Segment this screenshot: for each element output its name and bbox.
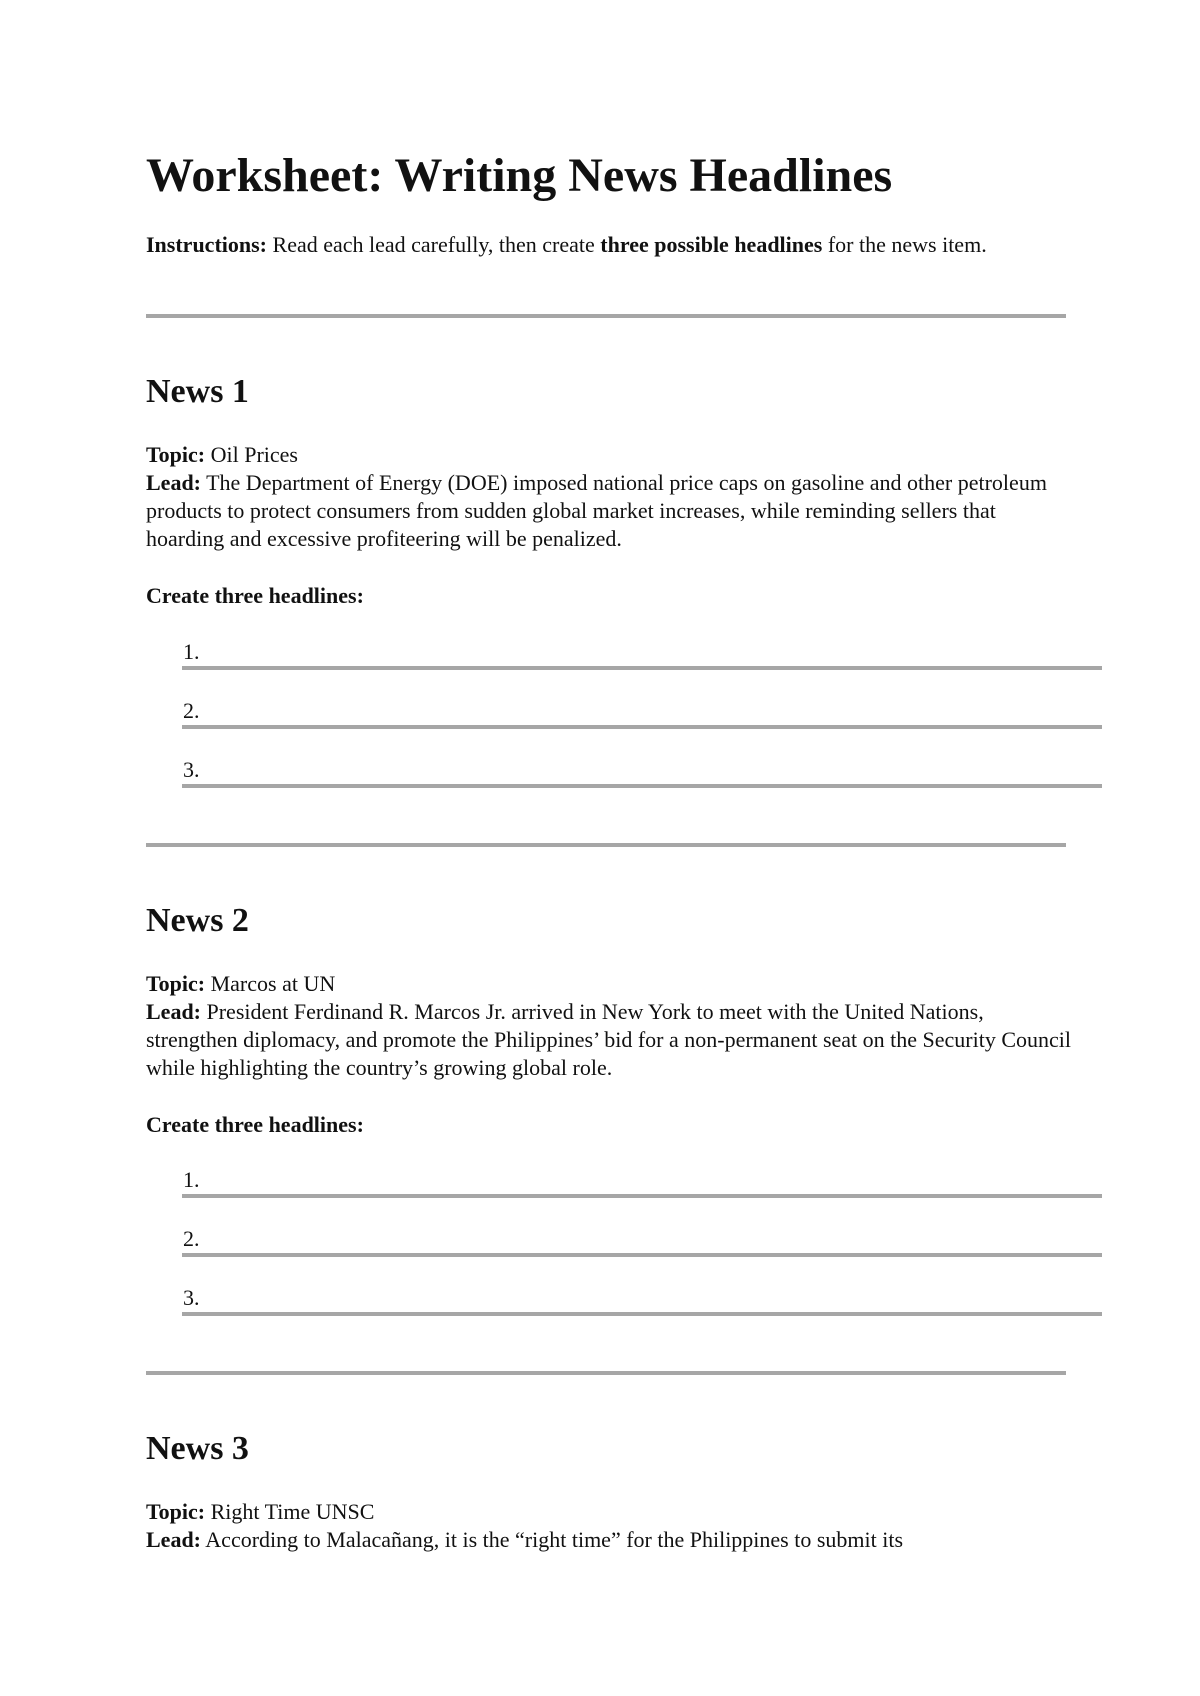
news-2-lead: President Ferdinand R. Marcos Jr. arrived in New York to meet with the United Nations, strengthen diplomacy, and promote the Philippines’ bid for a non-permanent seat on the Security Council while highlighting the country’s growing global role. <box>146 999 1071 1080</box>
answer-number: 1. <box>183 1167 200 1192</box>
news-3-topic: Right Time UNSC <box>205 1499 375 1524</box>
news-2-topic-label: Topic: <box>146 971 206 996</box>
news-3-lead-row <box>146 1526 1076 1554</box>
answer-number: 2. <box>183 698 200 723</box>
news-1-topic: Oil Prices <box>205 442 298 467</box>
news-2-details <box>146 970 1076 1082</box>
news-2-topic-row <box>146 970 1076 998</box>
news-1-answer-line-1[interactable] <box>182 636 1102 670</box>
news-1-title: News 1 <box>146 373 249 410</box>
news-2-answer-line-3[interactable] <box>182 1282 1102 1316</box>
news-2-answer-line-1[interactable] <box>182 1164 1102 1198</box>
news-3-topic-row <box>146 1498 1076 1526</box>
section-divider <box>146 314 1066 318</box>
instructions-label: Instructions: <box>146 232 268 257</box>
page-title: Worksheet: Writing News Headlines <box>146 149 893 202</box>
instructions <box>146 231 1046 259</box>
news-2-lead-label: Lead: <box>146 999 201 1024</box>
news-3-details <box>146 1498 1076 1554</box>
news-1-answer-line-3[interactable] <box>182 754 1102 788</box>
news-1-topic-row <box>146 441 1076 469</box>
answer-number: 3. <box>183 757 200 782</box>
instructions-text-before: Read each lead carefully, then create <box>267 232 601 257</box>
news-1-create-label: Create three headlines: <box>146 583 364 608</box>
news-2-answer-line-2[interactable] <box>182 1223 1102 1257</box>
news-3-topic-label: Topic: <box>146 1499 206 1524</box>
news-1-topic-label: Topic: <box>146 442 206 467</box>
answer-number: 1. <box>183 639 200 664</box>
news-2-title: News 2 <box>146 902 249 939</box>
news-1-details <box>146 441 1076 553</box>
instructions-emphasis: three possible headlines <box>600 232 823 257</box>
news-3-lead-label: Lead: <box>146 1527 201 1552</box>
news-2-lead-row <box>146 998 1076 1082</box>
news-2-create-label: Create three headlines: <box>146 1112 364 1137</box>
news-1-answer-line-2[interactable] <box>182 695 1102 729</box>
section-divider <box>146 1371 1066 1375</box>
news-1-lead-row <box>146 469 1076 553</box>
instructions-text-after: for the news item. <box>822 232 987 257</box>
news-1-lead-label: Lead: <box>146 470 201 495</box>
answer-number: 2. <box>183 1226 200 1251</box>
answer-number: 3. <box>183 1285 200 1310</box>
section-divider <box>146 843 1066 847</box>
news-3-title: News 3 <box>146 1430 249 1467</box>
news-2-topic: Marcos at UN <box>205 971 336 996</box>
news-1-lead: The Department of Energy (DOE) imposed national price caps on gasoline and other petroleum products to protect consumers from sudden global market increases, while reminding sellers that hoarding and excessive profiteering will be penalized. <box>146 470 1047 551</box>
news-3-lead: According to Malacañang, it is the “right time” for the Philippines to submit its <box>201 1527 904 1552</box>
